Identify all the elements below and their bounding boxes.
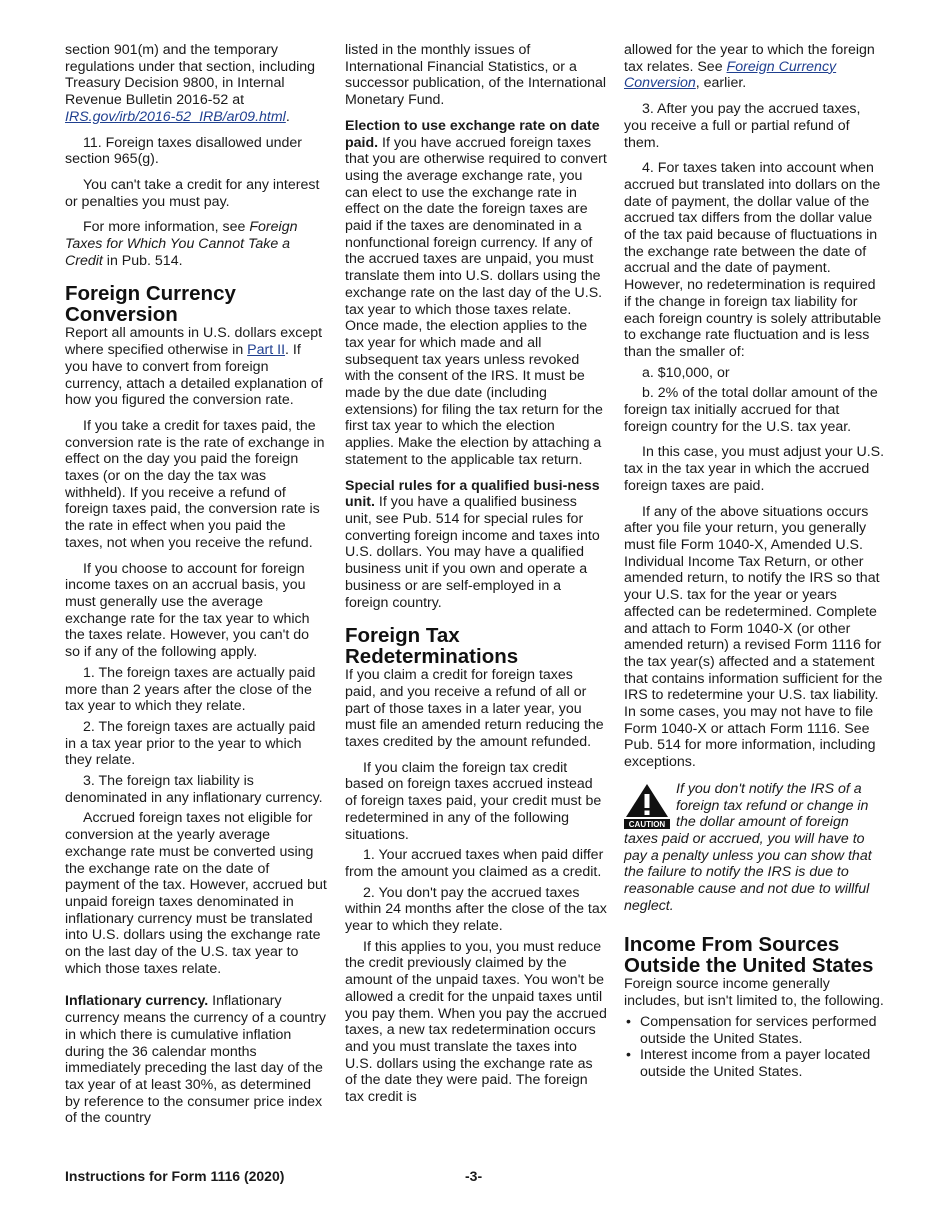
paragraph: allowed for the year to which the foreign tax relates. See Foreign Currency Conversion, earlier. bbox=[624, 42, 875, 92]
heading-foreign-currency-conversion: Foreign Currency Conversion bbox=[65, 282, 236, 327]
caution-label: CAUTION bbox=[628, 819, 666, 829]
paragraph: In this case, you must adjust your U.S. tax in the tax year in which the accrued foreign taxes are paid. bbox=[624, 444, 885, 494]
paragraph: If this applies to you, you must reduce the credit previously claimed by the amount of the unpaid taxes. You won't be allowed a credit for the unpaid taxes until you pay them. When you pay the accrued taxes, a new tax redetermination occurs and you must translate the taxes into U.S. dollars using the exchange rate as of the date they were paid. The foreign tax credit is bbox=[345, 938, 607, 1106]
list-item: 1. Your accrued taxes when paid differ from the amount you claimed as a credit. bbox=[345, 847, 604, 880]
list-item: a. $10,000, or bbox=[642, 364, 730, 381]
paragraph: section 901(m) and the temporary regulations under that section, including Treasury Decision 9800, in Internal Revenue Bulletin 2016-52 at IRS.gov/irb/2016-52_IRB/ar09.html. bbox=[65, 42, 316, 125]
column-1 bbox=[65, 42, 327, 1136]
heading-income-from-sources: Income From Sources Outside the United States bbox=[624, 933, 874, 978]
list-item: 3. The foreign tax liability is denominated in any inflationary currency. bbox=[65, 773, 323, 806]
paragraph: Special rules for a qualified busi-ness unit. If you have a qualified business unit, see Pub. 514 for special rules for converting foreign income and taxes into U.S. dollars. You may have a qualified business unit if you own and operate a business or are self-employed in a foreign country. bbox=[345, 477, 600, 611]
paragraph: If any of the above situations occurs after you file your return, you generally must file Form 1040-X, Amended U.S. Individual Income Tax Return, or other amended return, to notify the IRS so that your U.S. tax for the year or years affected can be redetermined. Complete and attach to Form 1040-X (or other amended return) a revised Form 1116 for the tax year(s) affected and a statement that contains information sufficient for the IRS to redetermine your U.S. tax liability. In some cases, you may not have to file Form 1040-X or attach Form 1116. See Pub. 514 for more information, including exceptions. bbox=[624, 503, 883, 771]
paragraph: If you take a credit for taxes paid, the conversion rate is the rate of exchange in effect on the day you paid the foreign taxes (or on the day the tax was withheld). If you receive a refund of foreign taxes paid, the conversion rate is the rate in effect when you paid the taxes, not when you receive the refund. bbox=[65, 417, 325, 551]
list-item: 1. The foreign taxes are actually paid more than 2 years after the close of the tax year to which they relate. bbox=[65, 664, 316, 715]
irb-link[interactable]: IRS.gov/irb/2016-52_IRB/ar09.html bbox=[65, 108, 286, 125]
page-number: -3- bbox=[465, 1168, 483, 1184]
list-item: b. 2% of the total dollar amount of the foreign tax initially accrued for that foreign country for the U.S. tax year. bbox=[624, 385, 878, 435]
list-item-11: 11. Foreign taxes disallowed under section 965(g). bbox=[65, 134, 302, 168]
paragraph: Accrued foreign taxes not eligible for conversion at the yearly average exchange rate must be converted using the exchange rate on the date of payment of the tax. However, accrued but unpaid foreign taxes denominated in inflationary currency must be translated into U.S. dollars using the exchange rate on the last day of the U.S. tax year to which those taxes relate. bbox=[65, 810, 327, 977]
paragraph: Foreign source income generally includes, but isn't limited to, the following. bbox=[624, 976, 884, 1010]
paragraph: If you choose to account for foreign income taxes on an accrual basis, you must generally use the average exchange rate for the tax year to which the taxes relate. However, you can't do so if any of the following apply. bbox=[65, 560, 310, 661]
paragraph: Election to use exchange rate on date paid. If you have accrued foreign taxes that you are otherwise required to convert using the average exchange rate, you can elect to use the exchange rate in effect on the date the foreign taxes are paid if the taxes are denominated in a nonfunctional foreign currency. If any of the accrued taxes are unpaid, you must translate them into U.S. dollars using the exchange rate on the last day of the U.S. tax year to which those taxes relate. Once made, the election applies to the tax year for which made and all subsequent tax years unless revoked with the consent of the IRS. It must be made by the due date (including extensions) for filing the tax return for the first tax year to which the election applies. Make the election by attaching a statement to the applicable tax return. bbox=[345, 117, 607, 468]
list-item: 2. You don't pay the accrued taxes within 24 months after the close of the tax year to which they relate. bbox=[345, 884, 607, 935]
part-ii-link[interactable]: Part II bbox=[247, 342, 286, 359]
footer-form-title: Instructions for Form 1116 (2020) bbox=[65, 1168, 285, 1184]
paragraph: If you claim a credit for foreign taxes paid, and you receive a refund of all or part of those taxes in a later year, you must file an amended return reducing the taxes credited by the amount refunded. bbox=[345, 667, 604, 751]
foreign-currency-conversion-link[interactable]: Foreign Currency Conversion bbox=[624, 58, 837, 92]
paragraph: Inflationary currency. Inflationary currency means the currency of a country in which there is cumulative inflation during the 36 calendar months immediately preceding the last day of the tax year of at least 30%, as determined by reference to the consumer price index of the country bbox=[65, 993, 327, 1127]
paragraph: For more information, see Foreign Taxes for Which You Cannot Take a Credit in Pub. 514. bbox=[65, 219, 298, 269]
bullet-item: • Compensation for services performed outside the United States. bbox=[626, 1013, 877, 1047]
paragraph: If you claim the foreign tax credit based on foreign taxes accrued instead of foreign taxes paid, your credit must be redetermined in any of the following situations. bbox=[345, 759, 602, 843]
caution-note bbox=[624, 781, 886, 915]
heading-foreign-tax-redeterminations: Foreign Tax Redeterminations bbox=[345, 624, 519, 669]
column-2 bbox=[345, 42, 607, 1115]
caution-icon bbox=[624, 783, 670, 829]
paragraph: listed in the monthly issues of International Financial Statistics, or a successor publication, of the International Monetary Fund. bbox=[345, 42, 607, 109]
column-3 bbox=[624, 42, 886, 1081]
list-item: 3. After you pay the accrued taxes, you receive a full or partial refund of them. bbox=[624, 101, 861, 151]
paragraph: Report all amounts in U.S. dollars except where specified otherwise in Part II. If you have to convert from foreign currency, attach a detailed explanation of how you figured the conversion rate. bbox=[65, 325, 323, 409]
list-item: 4. For taxes taken into account when accrued but translated into dollars on the date of payment, the dollar value of the accrued tax differs from the dollar value of the tax paid because of fluctuations in the exchange rate between the date of accrual and the date of payment. However, no redetermination is required if the change in foreign tax liability for each foreign country is solely attributable to exchange rate fluctuation and is less than the smaller of: bbox=[624, 160, 882, 360]
paragraph: You can't take a credit for any interest or penalties you must pay. bbox=[65, 176, 320, 210]
list-item: 2. The foreign taxes are actually paid in a tax year prior to the year to which they relate. bbox=[65, 718, 316, 769]
caution-text: If you don't notify the IRS of a foreign tax refund or change in the dollar amount of foreign taxes paid or accrued, you will have to pay a penalty unless you can show that the failure to notify the IRS is due to reasonable cause and not due to willful neglect. bbox=[624, 780, 872, 914]
bullet-item: • Interest income from a payer located outside the United States. bbox=[626, 1047, 871, 1080]
